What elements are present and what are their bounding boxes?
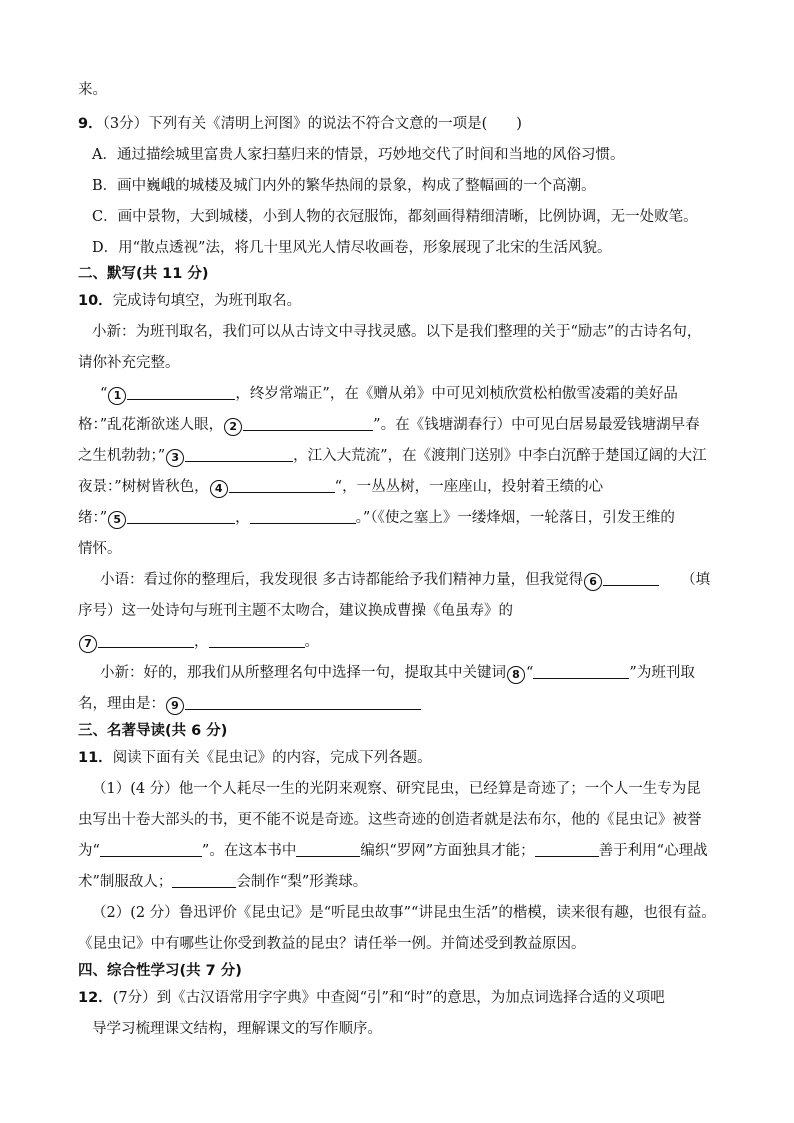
text-span: “ [526, 665, 534, 681]
text-span: （填 [681, 572, 711, 588]
text-line [78, 872, 367, 892]
fill-blank[interactable] [535, 842, 599, 857]
text-line: 《昆虫记》中有哪些让你受到教益的昆虫？请任举一例。并简述受到教益原因。 [78, 936, 586, 952]
blank-marker: 1 [108, 387, 126, 405]
text-span: “ [100, 386, 108, 402]
question-number: 12． [78, 990, 113, 1006]
question-text: (7分）到《古汉语常用字字典》中查阅“引”和“时”的意思，为加点词选择合适的义项吧 [112, 990, 665, 1006]
text-line: （1）(4 分）他一个人耗尽一生的光阴来观察、研究昆虫，已经算是奇迹了；一个人一生专为昆 [92, 781, 701, 797]
question-text: （3分）下列有关《清明上河图》的说法不符合文意的一项是( ) [102, 116, 522, 132]
text-line: 虫写出十卷大部头的书，更不能不说是奇迹。这些奇迹的创造者就是法布尔，他的《昆虫记》被誉 [78, 812, 702, 828]
blank-marker: 6 [584, 573, 602, 591]
text-span: 。”（《使之塞上》一缕烽烟，一轮落日，引发王维的 [355, 510, 675, 526]
option-b: B．画中巍峨的城楼及城门内外的繁华热闹的景象，构成了整幅画的一个高潮。 [92, 178, 596, 194]
fill-blank[interactable] [229, 478, 335, 493]
fill-blank[interactable] [243, 416, 373, 431]
text-line [78, 632, 319, 653]
text-span: ，终岁常端正”，在《赠从弟》中可见刘桢欣赏松柏傲雪凌霜的美好品 [235, 386, 678, 402]
fill-blank[interactable] [533, 664, 629, 679]
fill-blank[interactable] [172, 873, 236, 888]
section-heading: 三、名著导读(共 6 分) [78, 723, 228, 739]
text-line [78, 508, 675, 529]
text-line: 情怀。 [78, 541, 122, 557]
text-line: 小新：为班刊取名，我们可以从古诗文中寻找灵感。以下是我们整理的关于“励志”的古诗名句， [92, 324, 702, 340]
text-line: 来。 [78, 82, 107, 98]
text-span: 。 [304, 634, 319, 650]
text-span: ”为班刊取 [629, 665, 695, 681]
text-line: 序号）这一处诗句与班刊主题不太吻合，建议换成曹操《龟虽寿》的 [78, 603, 513, 619]
blank-marker: 8 [507, 666, 525, 684]
fill-blank[interactable] [185, 447, 293, 462]
blank-marker: 5 [108, 511, 126, 529]
text-line [78, 477, 603, 498]
text-line: 请你补充完整。 [78, 355, 180, 371]
text-span: ， [194, 634, 209, 650]
text-span: 小语：看过你的整理后，我发现很 多古诗都能给予我们精神力量，但我觉得 [100, 572, 584, 588]
question-number: 10． [78, 293, 113, 309]
fill-blank[interactable] [100, 842, 202, 857]
text-line [100, 663, 695, 684]
text-span: ”。在这本书中 [201, 843, 297, 859]
fill-blank[interactable] [603, 571, 659, 586]
fill-blank[interactable] [127, 509, 235, 524]
text-span: 绪：” [78, 510, 108, 526]
fill-blank[interactable] [250, 509, 356, 524]
text-span: 术”制服敌人； [78, 874, 173, 890]
blank-marker: 7 [79, 635, 97, 653]
text-span: 名，理由是： [78, 696, 165, 712]
section-heading: 四、综合性学习(共 7 分) [78, 963, 242, 979]
blank-marker: 2 [224, 418, 242, 436]
text-line [78, 446, 707, 467]
fill-blank[interactable] [98, 633, 194, 648]
text-line [78, 841, 708, 861]
text-span: 夜景：”树树皆秋色， [78, 479, 209, 495]
question-11 [78, 748, 432, 768]
text-line [100, 570, 710, 591]
text-line: 导学习梳理课文结构，理解课文的写作顺序。 [92, 1021, 382, 1037]
text-line [78, 694, 421, 715]
text-span: ，江入大荒流”，在《渡荆门送别》中李白沉醉于楚国辽阔的大江 [293, 448, 707, 464]
text-span: “，一丛丛树，一座座山，投射着王绩的心 [334, 479, 604, 495]
question-text: 阅读下面有关《昆虫记》的内容，完成下列各题。 [112, 750, 432, 766]
option-c: C．画中景物，大到城楼，小到人物的衣冠服饰，都刻画得精细清晰，比例协调，无一处败笔。 [92, 209, 698, 225]
fill-blank[interactable] [209, 633, 305, 648]
question-9 [78, 114, 522, 134]
text-span: 小新：好的，那我们从所整理名句中选择一句，提取其中关键词 [100, 665, 506, 681]
section-heading: 二、默写(共 11 分) [78, 266, 209, 282]
fill-blank[interactable] [127, 385, 235, 400]
question-12 [78, 988, 665, 1008]
text-span: 之生机勃勃；” [78, 448, 166, 464]
text-span: ， [235, 510, 250, 526]
blank-marker: 4 [210, 480, 228, 498]
option-a: A．通过描绘城里富贵人家扫墓归来的情景，巧妙地交代了时间和当地的风俗习惯。 [92, 147, 625, 163]
blank-marker: 3 [166, 449, 184, 467]
text-line: （2）(2 分）鲁迅评价《昆虫记》是“听昆虫故事”“讲昆虫生活”的楷模，读来很有趣，也很有益。 [92, 905, 716, 921]
text-span: 善于利用“心理战 [598, 843, 708, 859]
question-10 [78, 291, 301, 311]
text-span: ”。在《钱塘湖春行）中可见白居易最爱钱塘湖早春 [373, 417, 700, 433]
text-line [100, 384, 678, 405]
text-span: 会制作“梨”形粪球。 [236, 874, 368, 890]
text-span: 编织“罗网”方面独具才能； [360, 843, 535, 859]
text-line [78, 415, 700, 436]
text-span: 格：”乱花渐欲迷人眼， [78, 417, 224, 433]
question-number: 9． [78, 116, 103, 132]
question-number: 11． [78, 750, 113, 766]
question-text: 完成诗句填空，为班刊取名。 [112, 293, 302, 309]
option-d: D．用“散点透视”法，将几十里风光人情尽收画卷，形象展现了北宋的生活风貌。 [92, 240, 612, 256]
blank-marker: 9 [166, 697, 184, 715]
fill-blank[interactable] [185, 695, 421, 710]
fill-blank[interactable] [296, 842, 360, 857]
text-span: 为“ [78, 843, 100, 859]
